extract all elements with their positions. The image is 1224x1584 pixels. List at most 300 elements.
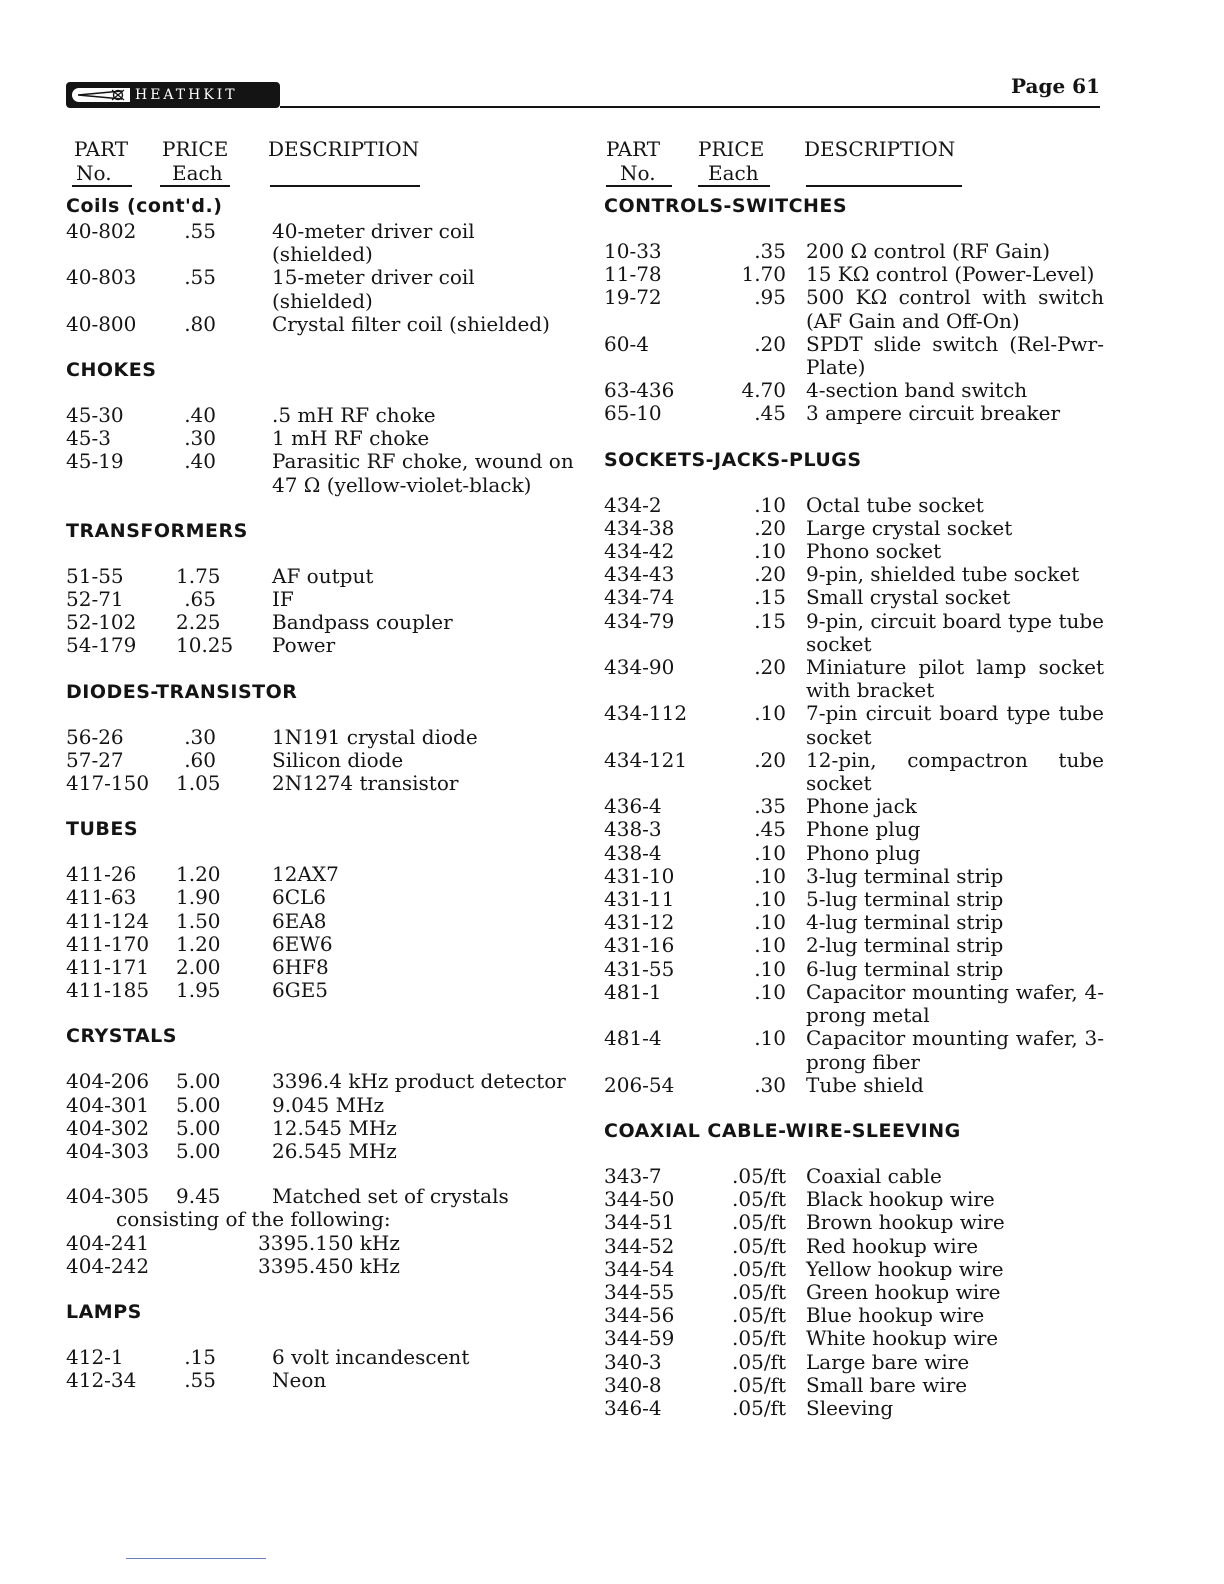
part-number: 404-241 bbox=[66, 1230, 150, 1255]
part-price: 1.20 bbox=[176, 862, 221, 887]
parts-section bbox=[66, 1300, 576, 1392]
heathkit-emblem-icon bbox=[72, 88, 130, 102]
parts-section bbox=[604, 1119, 1104, 1420]
part-price: .20 bbox=[754, 747, 786, 772]
part-price: .40 bbox=[184, 449, 216, 474]
part-number: 481-1 bbox=[604, 979, 662, 1004]
part-row bbox=[66, 772, 576, 795]
part-row bbox=[604, 1165, 1104, 1188]
part-number: 481-4 bbox=[604, 1026, 662, 1051]
part-description: 12-pin, compactron tube socket bbox=[806, 747, 1104, 796]
part-price: 5.00 bbox=[176, 1139, 221, 1164]
part-row bbox=[604, 749, 1104, 795]
part-row bbox=[604, 494, 1104, 517]
part-price: .10 bbox=[754, 887, 786, 912]
part-number: 412-34 bbox=[66, 1368, 137, 1393]
parts-section bbox=[66, 680, 576, 796]
part-price: .95 bbox=[754, 285, 786, 310]
part-number: 431-55 bbox=[604, 956, 675, 981]
part-price: .05/ft bbox=[732, 1395, 786, 1420]
part-price: .35 bbox=[754, 239, 786, 263]
part-number: 438-3 bbox=[604, 817, 662, 842]
part-description: Small bare wire bbox=[806, 1372, 968, 1397]
part-price: .05/ft bbox=[732, 1210, 786, 1235]
part-price: .10 bbox=[754, 701, 786, 726]
part-description: Yellow hookup wire bbox=[806, 1256, 1004, 1281]
part-row bbox=[66, 726, 576, 749]
part-price: .20 bbox=[754, 331, 786, 356]
part-description: Brown hookup wire bbox=[806, 1210, 1005, 1235]
part-row bbox=[66, 1070, 576, 1093]
part-number: 206-54 bbox=[604, 1072, 675, 1097]
part-row bbox=[604, 1074, 1104, 1097]
part-description: 15 KΩ control (Power-Level) bbox=[806, 262, 1095, 287]
left-column-header bbox=[66, 138, 576, 194]
part-price: .20 bbox=[754, 515, 786, 540]
parts-section bbox=[66, 817, 576, 1002]
section-title: CHOKES bbox=[66, 359, 157, 382]
section-title: CONTROLS-SWITCHES bbox=[604, 195, 848, 217]
part-description: 6-lug terminal strip bbox=[806, 956, 1004, 981]
heathkit-logo bbox=[66, 82, 280, 108]
part-price: 5.00 bbox=[176, 1069, 221, 1094]
part-row bbox=[604, 1281, 1104, 1304]
part-description: Red hookup wire bbox=[806, 1233, 979, 1258]
part-number: 436-4 bbox=[604, 794, 662, 819]
part-number: 11-78 bbox=[604, 262, 662, 287]
part-number: 434-38 bbox=[604, 515, 675, 540]
part-row bbox=[604, 1374, 1104, 1397]
price-underline bbox=[160, 185, 230, 187]
part-row bbox=[604, 379, 1104, 402]
part-description: 9.045 MHz bbox=[272, 1092, 385, 1117]
part-row bbox=[66, 1369, 576, 1392]
part-row bbox=[604, 1188, 1104, 1211]
part-header: PART bbox=[74, 137, 129, 161]
part-description: 9-pin, circuit board type tube socket bbox=[806, 608, 1104, 656]
part-no-header: No. bbox=[620, 161, 656, 185]
part-description: IF bbox=[272, 587, 294, 612]
part-price: .10 bbox=[754, 840, 786, 865]
part-price: .15 bbox=[754, 608, 786, 633]
part-number: 434-79 bbox=[604, 608, 675, 633]
part-description: Sleeving bbox=[806, 1395, 894, 1420]
part-description: Bandpass coupler bbox=[272, 610, 453, 635]
part-description: Green hookup wire bbox=[806, 1279, 1001, 1304]
part-description: Coaxial cable bbox=[806, 1163, 942, 1188]
part-number: 45-3 bbox=[66, 426, 111, 451]
part-price: .10 bbox=[754, 539, 786, 564]
parts-section bbox=[66, 194, 576, 336]
part-row bbox=[604, 1258, 1104, 1281]
part-number: 56-26 bbox=[66, 724, 124, 749]
part-price: .10 bbox=[754, 933, 786, 958]
part-number: 434-42 bbox=[604, 539, 675, 564]
part-description: 500 KΩ control with switch (AF Gain and Off-On) bbox=[806, 285, 1104, 333]
part-number: 45-30 bbox=[66, 403, 124, 428]
section-title: CRYSTALS bbox=[66, 1025, 177, 1048]
part-price: .45 bbox=[754, 401, 786, 426]
part-row bbox=[604, 1327, 1104, 1350]
part-description: 12AX7 bbox=[272, 862, 339, 887]
left-sections bbox=[66, 194, 576, 1393]
section-title: Coils (cont'd.) bbox=[66, 195, 223, 217]
part-row bbox=[604, 240, 1104, 263]
part-price: .05/ft bbox=[732, 1187, 786, 1212]
part-description: Power bbox=[272, 633, 336, 658]
part-description: 200 Ω control (RF Gain) bbox=[806, 239, 1051, 263]
part-number: 52-102 bbox=[66, 610, 137, 635]
part-description: Capacitor mounting wafer, 4-prong metal bbox=[806, 979, 1104, 1028]
part-row bbox=[66, 863, 576, 886]
part-row bbox=[604, 517, 1104, 540]
part-description: Phone jack bbox=[806, 794, 917, 819]
part-description: Matched set of crystals bbox=[272, 1184, 509, 1209]
part-description: Phono plug bbox=[806, 840, 921, 865]
part-price: 1.70 bbox=[741, 262, 786, 287]
part-row bbox=[604, 911, 1104, 934]
part-row bbox=[604, 818, 1104, 841]
part-number: 60-4 bbox=[604, 331, 649, 356]
price-header: PRICE bbox=[162, 137, 229, 161]
part-row bbox=[66, 611, 576, 634]
description-header: DESCRIPTION bbox=[268, 137, 420, 161]
part-description: 12.545 MHz bbox=[272, 1115, 397, 1140]
part-number: 404-242 bbox=[66, 1253, 150, 1278]
part-description: Tube shield bbox=[806, 1072, 924, 1097]
part-number: 51-55 bbox=[66, 563, 124, 588]
right-sections bbox=[604, 194, 1104, 1420]
part-description: 5-lug terminal strip bbox=[806, 887, 1004, 912]
part-row bbox=[604, 540, 1104, 563]
part-number: 434-43 bbox=[604, 562, 675, 587]
part-description: 6HF8 bbox=[272, 955, 329, 980]
part-number: 434-90 bbox=[604, 655, 675, 680]
section-title: DIODES-TRANSISTOR bbox=[66, 680, 298, 703]
part-header: PART bbox=[606, 137, 661, 161]
part-price: .60 bbox=[184, 747, 216, 772]
part-description: Phono socket bbox=[806, 539, 942, 564]
part-price: .05/ft bbox=[732, 1326, 786, 1351]
part-description: Black hookup wire bbox=[806, 1187, 995, 1212]
part-price: .05/ft bbox=[732, 1279, 786, 1304]
part-row bbox=[66, 266, 576, 312]
part-row bbox=[66, 886, 576, 909]
description-header: DESCRIPTION bbox=[804, 137, 956, 161]
part-description: Octal tube socket bbox=[806, 492, 984, 517]
part-row bbox=[604, 656, 1104, 702]
part-price: .10 bbox=[754, 492, 786, 517]
part-price: 2.25 bbox=[176, 610, 221, 635]
part-price: .10 bbox=[754, 1026, 786, 1051]
footer-rule bbox=[126, 1558, 266, 1559]
part-price: 1.20 bbox=[176, 931, 221, 956]
part-description: 3395.450 kHz bbox=[258, 1253, 400, 1278]
part-row bbox=[66, 565, 576, 588]
part-description: 2-lug terminal strip bbox=[806, 933, 1004, 958]
parts-section bbox=[66, 358, 576, 497]
part-row bbox=[604, 1211, 1104, 1234]
part-number: 411-185 bbox=[66, 978, 150, 1003]
part-row bbox=[604, 1397, 1104, 1420]
part-price: .30 bbox=[184, 426, 216, 451]
part-row bbox=[604, 333, 1104, 379]
part-row bbox=[66, 933, 576, 956]
part-number: 344-55 bbox=[604, 1279, 675, 1304]
part-number: 411-26 bbox=[66, 862, 137, 887]
part-row bbox=[604, 888, 1104, 911]
part-price: 5.00 bbox=[176, 1115, 221, 1140]
matched-set-note: consisting of the following: bbox=[116, 1207, 391, 1232]
part-price: .80 bbox=[184, 311, 216, 336]
part-description: Large bare wire bbox=[806, 1349, 970, 1374]
part-number: 10-33 bbox=[604, 239, 662, 263]
part-description: Blue hookup wire bbox=[806, 1303, 985, 1328]
part-description: 3-lug terminal strip bbox=[806, 863, 1004, 888]
part-number: 45-19 bbox=[66, 449, 124, 474]
part-row bbox=[604, 934, 1104, 957]
part-row bbox=[604, 1304, 1104, 1327]
part-price: .05/ft bbox=[732, 1349, 786, 1374]
part-price: .05/ft bbox=[732, 1303, 786, 1328]
part-description: 26.545 MHz bbox=[272, 1139, 397, 1164]
part-price: .10 bbox=[754, 910, 786, 935]
part-description: 40-meter driver coil (shielded) bbox=[272, 219, 475, 267]
part-row bbox=[66, 1094, 576, 1117]
part-row bbox=[66, 427, 576, 450]
description-underline bbox=[806, 185, 962, 187]
part-number: 63-436 bbox=[604, 378, 675, 403]
part-description: 4-section band switch bbox=[806, 378, 1028, 403]
part-number: 344-54 bbox=[604, 1256, 675, 1281]
right-column-header bbox=[604, 138, 1104, 194]
part-description: Phone plug bbox=[806, 817, 921, 842]
part-description: Large crystal socket bbox=[806, 515, 1013, 540]
part-row bbox=[66, 450, 576, 496]
part-description: Miniature pilot lamp socket with bracket bbox=[806, 655, 1104, 703]
part-description: 6CL6 bbox=[272, 885, 327, 910]
part-number: 404-206 bbox=[66, 1069, 150, 1094]
part-row bbox=[604, 981, 1104, 1027]
part-price: .55 bbox=[184, 1368, 216, 1393]
part-row bbox=[604, 795, 1104, 818]
part-row bbox=[604, 1235, 1104, 1258]
part-number: 431-10 bbox=[604, 863, 675, 888]
section-title: LAMPS bbox=[66, 1301, 142, 1324]
parts-section bbox=[66, 1024, 576, 1278]
part-price: .15 bbox=[184, 1345, 216, 1370]
part-number: 411-171 bbox=[66, 955, 150, 980]
part-row bbox=[604, 586, 1104, 609]
part-description: Neon bbox=[272, 1368, 327, 1393]
part-price: .20 bbox=[754, 562, 786, 587]
part-description: 1 mH RF choke bbox=[272, 426, 430, 451]
part-number: 54-179 bbox=[66, 633, 137, 658]
page-number: Page 61 bbox=[1011, 74, 1100, 98]
part-row bbox=[604, 263, 1104, 286]
part-number: 412-1 bbox=[66, 1345, 124, 1370]
part-price: .15 bbox=[754, 585, 786, 610]
part-description: 4-lug terminal strip bbox=[806, 910, 1004, 935]
part-number: 344-51 bbox=[604, 1210, 675, 1235]
part-row bbox=[604, 842, 1104, 865]
right-column bbox=[604, 138, 1104, 1420]
part-description: .5 mH RF choke bbox=[272, 403, 436, 428]
part-number: 434-74 bbox=[604, 585, 675, 610]
part-number: 434-2 bbox=[604, 492, 662, 517]
part-description: 6 volt incandescent bbox=[272, 1345, 470, 1370]
part-number: 340-8 bbox=[604, 1372, 662, 1397]
part-price: 9.45 bbox=[176, 1184, 221, 1209]
part-description: 9-pin, shielded tube socket bbox=[806, 562, 1080, 587]
part-number: 65-10 bbox=[604, 401, 662, 426]
part-description: 6EW6 bbox=[272, 931, 333, 956]
part-row bbox=[66, 979, 576, 1002]
part-price: .10 bbox=[754, 956, 786, 981]
part-description: 6GE5 bbox=[272, 978, 329, 1003]
part-price: .10 bbox=[754, 979, 786, 1004]
part-description: Silicon diode bbox=[272, 747, 404, 772]
part-row bbox=[604, 1351, 1104, 1374]
part-description: 3395.150 kHz bbox=[258, 1230, 400, 1255]
part-description: 6EA8 bbox=[272, 908, 327, 933]
part-row bbox=[66, 956, 576, 979]
part-price: .05/ft bbox=[732, 1233, 786, 1258]
part-number: 19-72 bbox=[604, 285, 662, 310]
part-number: 431-11 bbox=[604, 887, 675, 912]
part-row bbox=[66, 910, 576, 933]
heathkit-brand: HEATHKIT bbox=[135, 87, 238, 103]
section-title: TUBES bbox=[66, 818, 139, 841]
part-number: 411-63 bbox=[66, 885, 137, 910]
part-row bbox=[604, 402, 1104, 425]
part-description: Crystal filter coil (shielded) bbox=[272, 311, 550, 336]
crystal-subitem-row bbox=[66, 1255, 576, 1278]
part-description: 3396.4 kHz product detector bbox=[272, 1069, 566, 1094]
header-rule bbox=[280, 106, 1100, 108]
left-column bbox=[66, 138, 576, 1393]
part-row bbox=[604, 865, 1104, 888]
section-title: SOCKETS-JACKS-PLUGS bbox=[604, 448, 862, 471]
part-price: 2.00 bbox=[176, 955, 221, 980]
price-each-header: Each bbox=[708, 161, 759, 185]
part-number: 52-71 bbox=[66, 587, 124, 612]
part-number: 344-56 bbox=[604, 1303, 675, 1328]
part-price: 5.00 bbox=[176, 1092, 221, 1117]
part-description: 3 ampere circuit breaker bbox=[806, 401, 1061, 426]
crystal-subitem-row bbox=[66, 1232, 576, 1255]
part-row bbox=[66, 1117, 576, 1140]
part-price: 10.25 bbox=[176, 633, 234, 658]
part-description: AF output bbox=[272, 563, 374, 588]
part-number: 434-121 bbox=[604, 747, 688, 772]
part-number: 438-4 bbox=[604, 840, 662, 865]
part-number: 57-27 bbox=[66, 747, 124, 772]
part-number: 404-303 bbox=[66, 1139, 150, 1164]
part-price: 1.75 bbox=[176, 563, 221, 588]
part-number: 343-7 bbox=[604, 1163, 662, 1188]
part-price: .40 bbox=[184, 403, 216, 428]
part-number: 417-150 bbox=[66, 771, 150, 796]
parts-section bbox=[604, 194, 1104, 426]
part-number: 340-3 bbox=[604, 1349, 662, 1374]
matched-set-row bbox=[66, 1185, 576, 1208]
part-price: .20 bbox=[754, 655, 786, 680]
part-row bbox=[66, 1346, 576, 1369]
part-description: Parasitic RF choke, wound on 47 Ω (yellow-violet-black) bbox=[272, 449, 574, 497]
part-number: 431-16 bbox=[604, 933, 675, 958]
part-description: 1N191 crystal diode bbox=[272, 724, 478, 749]
part-row bbox=[66, 1140, 576, 1163]
part-number: 344-50 bbox=[604, 1187, 675, 1212]
part-description: 7-pin circuit board type tube socket bbox=[806, 701, 1104, 749]
part-price: .65 bbox=[184, 587, 216, 612]
part-row bbox=[604, 610, 1104, 656]
part-row bbox=[66, 588, 576, 611]
part-price: .30 bbox=[184, 724, 216, 749]
part-row bbox=[604, 286, 1104, 332]
part-description: 2N1274 transistor bbox=[272, 771, 459, 796]
part-price: 4.70 bbox=[741, 378, 786, 403]
part-price: .30 bbox=[754, 1072, 786, 1097]
part-price: .35 bbox=[754, 794, 786, 819]
part-price: 1.90 bbox=[176, 885, 221, 910]
page-header bbox=[66, 74, 1100, 112]
part-row bbox=[66, 404, 576, 427]
part-price: .05/ft bbox=[732, 1372, 786, 1397]
part-number: 404-301 bbox=[66, 1092, 150, 1117]
section-title: TRANSFORMERS bbox=[66, 519, 248, 542]
part-price: .55 bbox=[184, 265, 216, 290]
part-row bbox=[66, 313, 576, 336]
part-price: .55 bbox=[184, 219, 216, 243]
part-description: White hookup wire bbox=[806, 1326, 999, 1351]
part-row bbox=[604, 702, 1104, 748]
part-number: 40-800 bbox=[66, 311, 137, 336]
part-row bbox=[66, 634, 576, 657]
part-no-header: No. bbox=[76, 161, 112, 185]
part-number: 431-12 bbox=[604, 910, 675, 935]
part-number: 40-802 bbox=[66, 219, 137, 243]
part-number: 411-170 bbox=[66, 931, 150, 956]
part-number: 344-52 bbox=[604, 1233, 675, 1258]
part-description: Capacitor mounting wafer, 3-prong fiber bbox=[806, 1026, 1104, 1074]
part-number: 404-302 bbox=[66, 1115, 150, 1140]
price-underline bbox=[698, 185, 770, 187]
part-row bbox=[604, 1027, 1104, 1073]
part-description: Small crystal socket bbox=[806, 585, 1011, 610]
part-number: 411-124 bbox=[66, 908, 150, 933]
price-each-header: Each bbox=[172, 161, 223, 185]
part-number: 40-803 bbox=[66, 265, 137, 290]
part-row bbox=[604, 563, 1104, 586]
part-description: 15-meter driver coil (shielded) bbox=[272, 265, 475, 313]
part-number: 404-305 bbox=[66, 1184, 150, 1209]
part-price: .10 bbox=[754, 863, 786, 888]
part-price: .05/ft bbox=[732, 1163, 786, 1188]
part-description: SPDT slide switch (Rel-Pwr-Plate) bbox=[806, 331, 1104, 380]
parts-section bbox=[66, 519, 576, 658]
part-number: 346-4 bbox=[604, 1395, 662, 1420]
part-row bbox=[66, 749, 576, 772]
part-row bbox=[604, 958, 1104, 981]
part-price: .45 bbox=[754, 817, 786, 842]
price-header: PRICE bbox=[698, 137, 765, 161]
part-number: 344-59 bbox=[604, 1326, 675, 1351]
part-price: 1.50 bbox=[176, 908, 221, 933]
parts-section bbox=[604, 448, 1104, 1097]
part-underline bbox=[72, 185, 132, 187]
